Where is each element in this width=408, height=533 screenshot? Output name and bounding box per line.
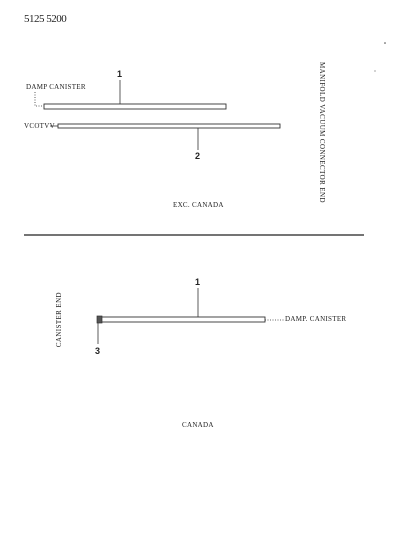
vcotvv-label: VCOTVV — [24, 122, 55, 130]
callout-3: 3 — [95, 346, 101, 356]
damp-canister-canada-label: DAMP. CANISTER — [285, 315, 347, 323]
stray-mark — [384, 42, 386, 44]
canada-caption: CANADA — [182, 421, 214, 429]
hose-2-exc-canada — [58, 124, 280, 128]
damp-canister-label: DAMP CANISTER — [26, 83, 86, 91]
page-code: 5125 5200 — [24, 13, 67, 25]
hose-canada — [97, 316, 265, 323]
manifold-vacuum-end-label: MANIFOLD VACUUM CONNECTOR END — [318, 62, 326, 203]
damp-canister-dotted-leader — [35, 92, 44, 106]
hose-1-exc-canada — [44, 104, 226, 109]
stray-mark — [374, 70, 375, 71]
callout-2: 2 — [195, 151, 201, 161]
callout-1-bottom: 1 — [195, 277, 201, 287]
callout-1-top: 1 — [117, 69, 123, 79]
connector-3 — [97, 316, 102, 323]
canister-end-label: CANISTER END — [55, 292, 63, 348]
exc-canada-caption: EXC. CANADA — [173, 201, 224, 209]
